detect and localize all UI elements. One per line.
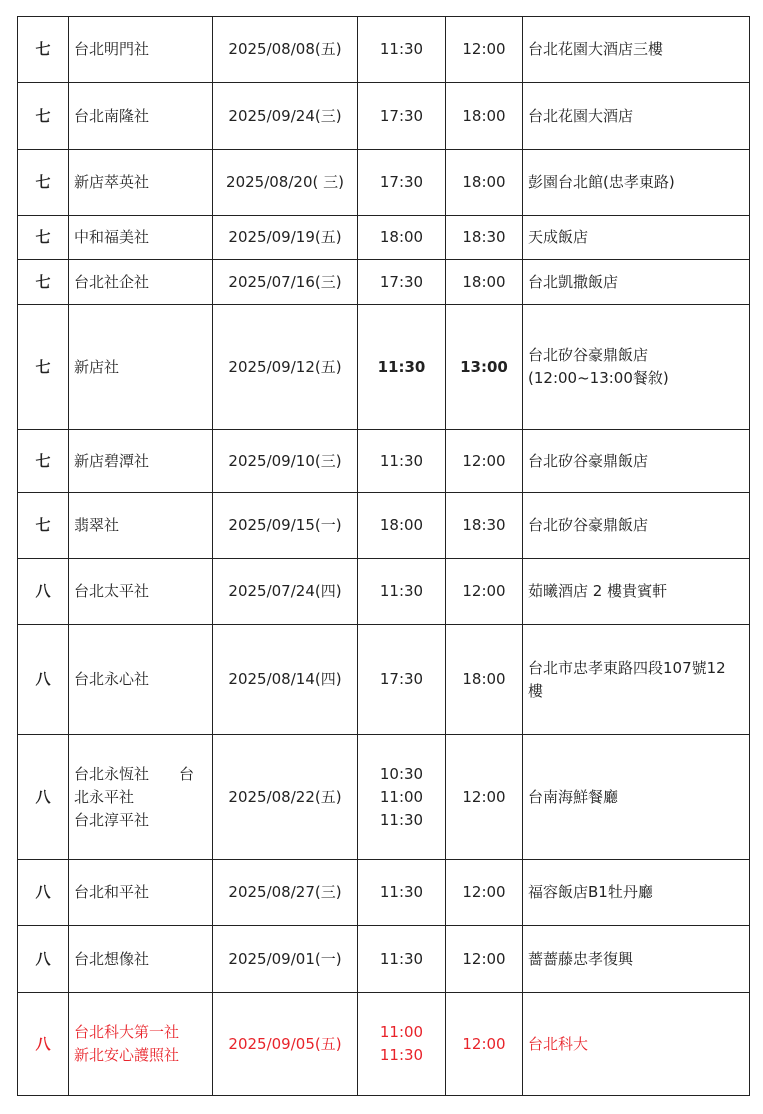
venue-text: 台北花園大酒店 [528,106,634,125]
venue-text: 台北花園大酒店三樓 [528,40,664,58]
table-row [18,430,750,493]
venue-cell [523,430,750,493]
zone-cell: 七 [18,430,69,493]
zone-cell: 八 [18,735,69,860]
table-row [18,559,750,625]
club-name: 新店社 [74,357,120,376]
venue-cell [523,559,750,625]
venue-cell [523,216,750,260]
club-name: 台北太平社 [74,582,150,600]
end-time-cell: 12:00 [446,559,523,625]
start-time-cell [358,993,446,1096]
zone-cell: 七 [18,216,69,260]
date-cell: 2025/09/01(一) [213,926,358,993]
start-time: 11:30 [377,357,426,376]
table-row [18,83,750,150]
table-row [18,493,750,559]
start-time: 11:30 [379,451,424,470]
start-time: 11:30 [379,40,424,58]
club-name: 台北和平社 [74,883,150,901]
venue-cell [523,493,750,559]
zone-cell: 八 [18,926,69,993]
schedule-table [17,16,750,1096]
date-cell: 2025/08/22(五) [213,735,358,860]
venue-text: 茹曦酒店 2 樓貴賓軒 [528,582,668,600]
start-time: 10:30 [379,764,424,783]
date-cell: 2025/08/20( 三) [213,150,358,216]
end-time-cell: 13:00 [446,305,523,430]
venue-note: (12:00~13:00餐敘) [528,369,669,387]
end-time-cell: 18:00 [446,625,523,735]
start-time-cell [358,150,446,216]
venue-text: 天成飯店 [528,228,589,246]
club-cell [69,430,213,493]
table-row [18,150,750,216]
club-cell [69,860,213,926]
date-cell: 2025/08/27(三) [213,860,358,926]
end-time-cell: 18:30 [446,216,523,260]
end-time-cell: 12:00 [446,993,523,1096]
start-time: 17:30 [379,272,424,291]
club-cell [69,305,213,430]
club-cell [69,926,213,993]
club-name: 新北安心護照社 [74,1046,180,1064]
start-time: 18:00 [379,516,424,534]
start-time-cell [358,493,446,559]
club-cell [69,216,213,260]
table-row [18,625,750,735]
venue-text: 台北矽谷豪鼎飯店 [528,451,649,470]
table-row [18,216,750,260]
start-time: 18:00 [379,228,424,246]
zone-cell: 七 [18,305,69,430]
start-time-cell [358,260,446,305]
start-time: 17:30 [379,670,424,688]
zone-cell: 八 [18,559,69,625]
start-time: 17:30 [379,106,424,125]
club-cell [69,83,213,150]
start-time-cell [358,17,446,83]
club-name: 台北想像社 [74,949,150,968]
start-time-cell [358,216,446,260]
table-row [18,860,750,926]
end-time-cell: 18:00 [446,83,523,150]
date-cell: 2025/09/24(三) [213,83,358,150]
venue-text: 台北凱撒飯店 [528,272,619,291]
date-cell: 2025/08/08(五) [213,17,358,83]
end-time-cell: 12:00 [446,926,523,993]
zone-cell: 七 [18,83,69,150]
start-time: 11:30 [379,1046,424,1064]
end-time-cell: 18:30 [446,493,523,559]
venue-cell [523,735,750,860]
zone-cell: 七 [18,260,69,305]
end-time-cell: 12:00 [446,17,523,83]
date-cell: 2025/09/19(五) [213,216,358,260]
date-cell: 2025/07/16(三) [213,260,358,305]
club-cell [69,493,213,559]
venue-cell [523,625,750,735]
club-name: 台北永心社 [74,670,150,688]
table-row [18,926,750,993]
end-time-cell: 12:00 [446,430,523,493]
venue-cell [523,17,750,83]
club-cell [69,260,213,305]
end-time-cell: 18:00 [446,150,523,216]
venue-cell [523,150,750,216]
club-name: 台北南隆社 [74,106,150,125]
club-cell [69,993,213,1096]
end-time-cell: 12:00 [446,860,523,926]
club-name: 翡翠社 [74,516,120,534]
club-name: 台北科大第一社 [74,1023,180,1041]
start-time: 11:00 [379,1023,424,1041]
date-cell: 2025/09/15(一) [213,493,358,559]
start-time-cell [358,305,446,430]
venue-cell [523,305,750,430]
club-name: 北永平社 [74,787,135,806]
start-time-cell [358,735,446,860]
venue-cell [523,83,750,150]
table-row [18,735,750,860]
zone-cell: 七 [18,17,69,83]
venue-text: 彭園台北館(忠孝東路) [528,173,675,191]
venue-text: 薔薔藤忠孝復興 [528,949,634,968]
venue-text: 福容飯店B1牡丹廳 [528,883,653,901]
start-time: 11:00 [379,787,424,806]
club-cell [69,150,213,216]
start-time-cell [358,430,446,493]
venue-cell [523,260,750,305]
start-time-cell [358,860,446,926]
venue-cell [523,993,750,1096]
venue-text: 台北科大 [528,1034,589,1053]
start-time-cell [358,83,446,150]
club-cell [69,17,213,83]
club-name: 台北永恆社 台 [74,764,195,783]
start-time: 17:30 [379,173,424,191]
table-row [18,305,750,430]
zone-cell: 七 [18,493,69,559]
club-name: 新店萃英社 [74,173,150,191]
date-cell: 2025/07/24(四) [213,559,358,625]
date-cell: 2025/08/14(四) [213,625,358,735]
date-cell: 2025/09/10(三) [213,430,358,493]
club-cell [69,735,213,860]
table-row [18,260,750,305]
start-time: 11:30 [379,883,424,901]
start-time: 11:30 [379,582,424,600]
venue-cell [523,926,750,993]
club-name: 台北淳平社 [74,810,150,829]
zone-cell: 八 [18,993,69,1096]
venue-text-continued: 樓 [528,681,544,700]
club-name: 中和福美社 [74,228,150,246]
club-name: 台北明門社 [74,40,150,58]
start-time-cell [358,625,446,735]
table-row [18,993,750,1096]
club-name: 新店碧潭社 [74,451,150,470]
zone-cell: 八 [18,625,69,735]
club-cell [69,559,213,625]
zone-cell: 八 [18,860,69,926]
end-time-cell: 12:00 [446,735,523,860]
start-time-cell [358,926,446,993]
club-name: 台北社企社 [74,272,150,291]
venue-text: 台北市忠孝東路四段107號12 [528,658,726,677]
club-cell [69,625,213,735]
venue-text: 台北矽谷豪鼎飯店 [528,346,649,364]
start-time-cell [358,559,446,625]
table-row [18,17,750,83]
venue-text: 台北矽谷豪鼎飯店 [528,516,649,534]
venue-text: 台南海鮮餐廳 [528,787,619,806]
date-cell: 2025/09/12(五) [213,305,358,430]
end-time-cell: 18:00 [446,260,523,305]
venue-cell [523,860,750,926]
start-time: 11:30 [379,949,424,968]
date-cell: 2025/09/05(五) [213,993,358,1096]
start-time: 11:30 [379,810,424,829]
zone-cell: 七 [18,150,69,216]
